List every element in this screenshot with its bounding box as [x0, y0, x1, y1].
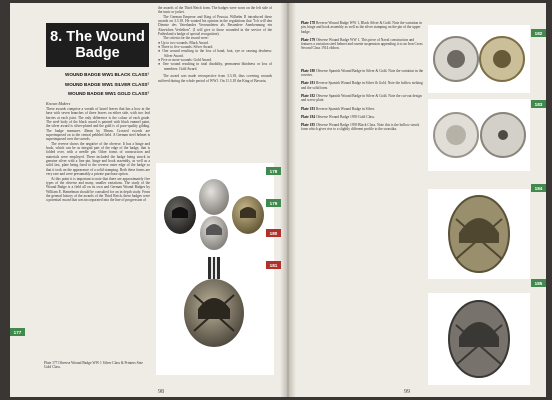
caption-text: Reverse Wound Badge WW 1, Black Silver & Gold. Note the variation in pin, hinge and hook assembly as well as the silver stamping on the pin of the upper badge.: [301, 21, 422, 34]
captions-column: [301, 21, 424, 136]
badge-list-item: WOUND BADGE WW1 BLACK CLASS¹: [65, 72, 149, 77]
open-book: [10, 3, 546, 397]
page-number-left: 98: [158, 389, 164, 395]
plate-182-photo: [428, 25, 530, 93]
badge-list-item: WOUND BADGE WW1 SILVER CLASS²: [64, 81, 149, 87]
book-gutter: [280, 3, 296, 397]
paragraph: The award was made retrospective from 3.3.18, thus covering wounds suffered during the whole period of WW1. On 11.3.18 the King of Bavaria,: [158, 74, 272, 83]
subheading: Known Makers: [46, 101, 71, 106]
caption-text: Obverse Wound Badge WW 1. This piece of Naval construction and features a variation steel helmet and rosette suspension appending it to an Iron Cross Second Class 1914 ribbon.: [301, 37, 423, 51]
caption-label: Plate 181: [301, 81, 316, 86]
badge-list-item: WOUND BADGE WW1 GOLD CLASS³: [67, 91, 149, 96]
spanish-badge-reverse-photo-svg: [428, 99, 530, 171]
wound-badges-photo-svg: [156, 163, 274, 375]
silver-badge-icon: [199, 179, 229, 215]
chapter-title-box: [46, 23, 149, 67]
plate-tag-181: 181: [266, 261, 281, 269]
caption-entry: [301, 81, 424, 90]
bullet-icon: ●: [158, 58, 162, 63]
caption-entry: [301, 94, 424, 103]
caption-label: Plate 184: [301, 114, 316, 119]
plate-tag-177: 177: [10, 328, 25, 336]
plate-tag-178: 178: [266, 167, 281, 175]
paragraph: The criteria for the award were:: [163, 36, 209, 41]
caption-label: Plate 178: [301, 21, 316, 25]
plate-183-photo: [428, 99, 530, 171]
plate-tag-184: 184: [531, 184, 546, 192]
criteria-item: One wound resulting in the loss of hand, foot, eye or causing deafness: Silver Award.: [162, 49, 272, 58]
spanish-badge-photo-svg: [428, 25, 530, 93]
paragraph: The reverse shows the negative of the obverse. It has a hinge and hook, which can be as integral part of the edge of the badge, that is folded over, with a needle pin. Other forms of construction and materials were employed. These included the badge being struck in genuine silver with a fine pin, hinge and hook assembly, as well as a solid fast, plate being fixed to the reverse outer edge of the badge so that it took on the appearance of a solid stamping. Both these forms are very rare and were presumably a private purchase option.: [46, 141, 150, 177]
page-number-right: 99: [404, 389, 410, 395]
plate-177-caption: Plate 177 Obverse Wound Badge WW 1 Silver Class & Printers Size Gold Class.: [44, 361, 143, 370]
caption-entry: [301, 38, 424, 51]
black-wound-badge-photo-svg: [428, 293, 530, 385]
chapter-title-line2: Badge: [75, 45, 120, 61]
paragraph: the awards of the Third Reich form. The badges were worn on the left side of the tunic or jacket.: [158, 6, 272, 15]
gold-wound-badge-photo-svg: [428, 189, 530, 279]
caption-label: Plate 179: [301, 37, 316, 42]
plate-tag-180: 180: [266, 229, 281, 237]
badge-list: [46, 72, 149, 101]
right-column-text: [158, 6, 272, 182]
caption-text: Obverse Spanish Wound Badge in Silver & Gold. Note the cut-out design and screw plate.: [301, 93, 422, 103]
caption-text: Obverse Wound Badge 1939 Black Class. Note this is the hollow struck form which gives rise to a slightly different profile to the swastika.: [301, 123, 420, 132]
caption-text: Obverse Wound Badge 1939 Gold Class.: [315, 114, 375, 119]
paragraph: The German Emperor and King of Prussia, Wilhelm II introduced these awards on 3.3.18. He wanted his opinion in the regulations that "Ich will den Dienste des Vaterlandes Verwundeten als Besondere Anerkennung ein Abzeichen Verleihen". (I will give to those wounded in the service of the Fatherland a badge of special recognition).: [158, 14, 272, 37]
chapter-title-line1: 8. The Wound: [50, 29, 145, 45]
plate-tag-182: 182: [531, 29, 546, 37]
criteria-item: Three to five wounds: Silver Award.: [161, 45, 214, 50]
paragraph: These awards comprise a wreath of laurel leaves that has a bow at the base with seven branches of three leaves on either side, with two leaf berries at each joint. The only difference is the colour of each grade. The steel body of the black award is painted with black enamel paint, the silver award is silver-plated and the gold is of poor-quality gilding. The badge measures 45mm by 38mm. Crossed swords are superimposed on to the central pebbled field. A German steel helmet is superimposed over the swords.: [46, 107, 150, 142]
caption-text: Reverse Spanish Wound Badge in Silver.: [315, 106, 375, 111]
plate-185-photo: [428, 293, 530, 385]
caption-entry: [301, 115, 424, 119]
caption-text: Reverse Spanish Wound Badge in Silver & Gold. Note the hollow striking and the solid form.: [301, 81, 423, 90]
caption-entry: [301, 107, 424, 111]
bullet-icon: ●: [158, 45, 162, 50]
criteria-item: One wound resulting in total disability, permanent blindness or loss of members: Gold Award.: [162, 62, 272, 71]
caption-label: Plate 182: [301, 93, 316, 98]
plate-tag-183: 183: [531, 100, 546, 108]
bullet-icon: ●: [158, 40, 162, 45]
caption-label: Plate 183: [301, 106, 316, 111]
caption-text: Obverse Spanish Wound Badge in Silver & Gold. Note the variation in the rosettes.: [301, 68, 424, 78]
ribbon-icon: [208, 257, 220, 279]
caption-label: Plate 180: [301, 68, 316, 73]
criteria-item: Up to two wounds: Black Award.: [161, 40, 209, 45]
paragraph: At this point it is important to note that there are approximately five types of the obverse and many, smaller variations. The study of the Wound Badge is a field all on its own and German Wound Badges by William E. Hamelman should be consulted for an in depth study. From the general history of the awards of the Third Reich, these badges were a potential award that was incorporated into the line of progression of: [46, 176, 150, 203]
caption-entry: [301, 123, 424, 132]
caption-entry: [301, 69, 424, 78]
plate-177-photo: [156, 163, 274, 375]
caption-entry: [301, 21, 424, 34]
bullet-icon: ●: [158, 62, 163, 67]
plate-tag-179: 179: [266, 199, 281, 207]
plate-184-photo: [428, 189, 530, 279]
plate-tag-185: 185: [531, 279, 546, 287]
criteria-item: Five or more wounds: Gold Award.: [161, 58, 212, 63]
caption-label: Plate 185: [301, 123, 316, 128]
bullet-icon: ●: [158, 49, 163, 54]
left-column-text: [46, 107, 150, 329]
